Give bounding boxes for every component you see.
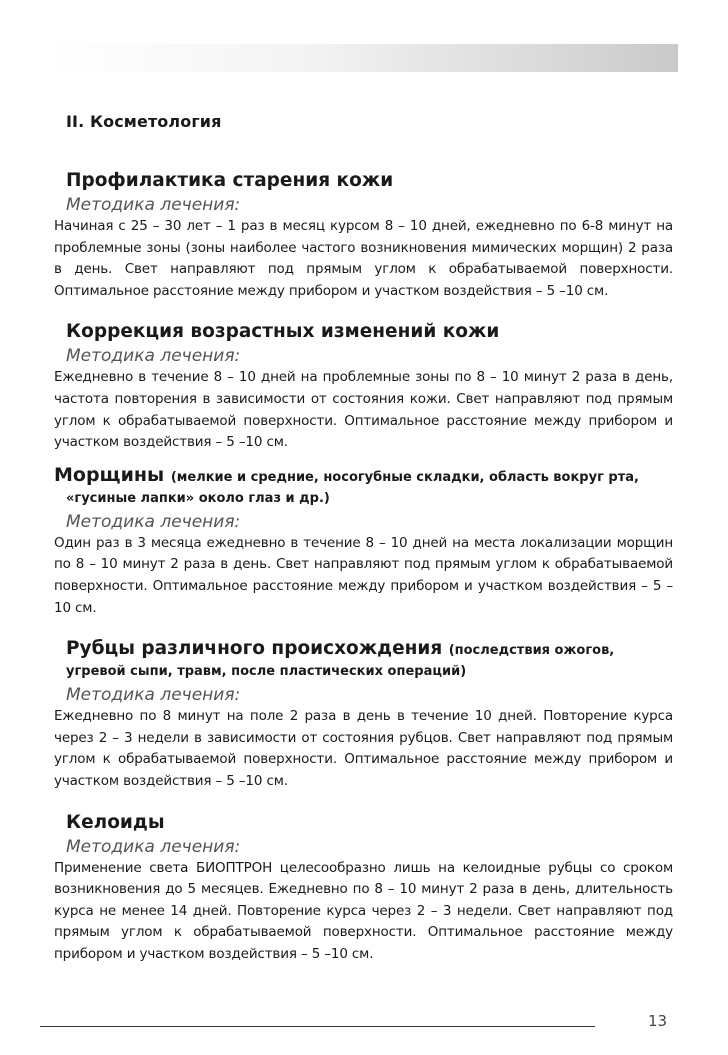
item-title-note: (последствия ожогов, xyxy=(448,643,615,659)
page-number: 13 xyxy=(648,1012,668,1030)
footer-line xyxy=(40,1026,595,1027)
item-title: Коррекция возрастных изменений кожи xyxy=(66,321,500,343)
item-age-correction xyxy=(56,320,673,453)
method-label: Методика лечения: xyxy=(66,836,241,857)
item-text: Начиная с 25 – 30 лет – 1 раз в месяц курсом 8 – 10 дней, ежедневно по 6-8 минут на проблемные зоны (зоны наиболее частого возникновения мимических морщин) 2 раза в день. Свет направляют под прямым углом к обрабатываемой поверхности. Оптимальное расстояние между прибором и участком воздействия – 5 –10 см. xyxy=(54,218,673,299)
method-label: Методика лечения: xyxy=(66,195,241,215)
item-text: Применение света БИОПТРОН целесообразно лишь на келоидные рубцы со сроком возникновения до 5 месяцев. Ежедневно по 8 – 10 минут 2 раза в день, длительность курса не менее 14 дней. Повторение курса через 2 – 3 недели. Свет направляют под прямым углом к обрабатываемой поверхности. Оптимальное расстояние между прибором и участком воздействия – 5 –10 см. xyxy=(54,859,673,962)
item-text: Ежедневно в течение 8 – 10 дней на проблемные зоны по 8 – 10 минут 2 раза в день, частота повторения в зависимости от состояния кожи. Свет направляют под прямым углом к обрабатываемой поверхности. Оптимальное расстояние между прибором и участком воздействия – 5 –10 см. xyxy=(54,369,673,451)
item-title-note-line: угревой сыпи, травм, после пластических операций) xyxy=(66,664,467,680)
item-title-main: Морщины xyxy=(54,463,165,486)
header-bar xyxy=(48,44,678,72)
method-label: Методика лечения: xyxy=(66,346,241,367)
item-title-note-line: «гусиные лапки» около глаз и др.) xyxy=(66,490,330,506)
item-title xyxy=(66,637,673,682)
item-title: Келоиды xyxy=(66,811,165,833)
item-title xyxy=(54,464,673,509)
item-wrinkles xyxy=(56,464,673,619)
item-scars xyxy=(56,637,673,792)
page-content xyxy=(56,112,673,965)
item-title-note: (мелкие и средние, носогубные складки, область вокруг рта, xyxy=(170,469,639,485)
method-label: Методика лечения: xyxy=(66,511,241,532)
item-text: Один раз в 3 месяца ежедневно в течение 8 – 10 дней на места локализации морщин по 8 – 10 минут 2 раза в день. Свет направляют под прямым углом к обрабатываемой поверхности. Оптимальное расстояние между прибором и участком воздействия – 5 –10 см. xyxy=(54,534,673,616)
method-label: Методика лечения: xyxy=(66,685,241,706)
section-title: II. Косметология xyxy=(66,112,222,131)
item-text: Ежедневно по 8 минут на поле 2 раза в день в течение 10 дней. Повторение курса через 2 – 3 недели в зависимости от состояния рубцов. Свет направляют под прямым углом к обрабатываемой поверхности. Оптимальное расстояние между прибором и участком воздействия – 5 –10 см. xyxy=(54,708,673,789)
item-title: Профилактика старения кожи xyxy=(66,170,394,191)
item-keloids xyxy=(56,811,673,966)
item-aging-prevention xyxy=(56,169,673,302)
item-title-main: Рубцы различного происхождения xyxy=(66,638,443,660)
